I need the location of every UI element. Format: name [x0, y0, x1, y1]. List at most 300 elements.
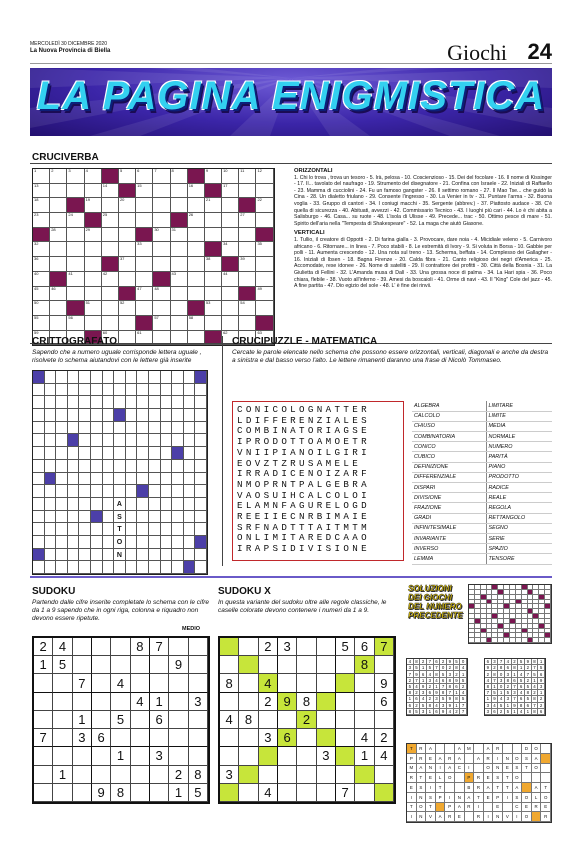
crittografato-cell[interactable] — [45, 561, 57, 574]
crossword-cell[interactable] — [85, 272, 102, 287]
sudoku-cell[interactable]: 3 — [317, 747, 336, 765]
crittografato-cell[interactable] — [184, 498, 196, 511]
crittografato-cell[interactable] — [45, 523, 57, 536]
sudoku-cell[interactable] — [131, 784, 150, 802]
sudoku-cell[interactable] — [297, 747, 316, 765]
sudoku-cell[interactable] — [169, 693, 188, 711]
crossword-cell[interactable] — [205, 316, 222, 331]
crittografato-cell[interactable] — [33, 536, 45, 549]
crittografato-cell[interactable] — [172, 422, 184, 435]
crittografato-cell[interactable] — [195, 498, 207, 511]
sudoku-cell[interactable]: 4 — [259, 784, 278, 802]
crittografato-cell[interactable] — [126, 434, 138, 447]
sudoku-cell[interactable]: 1 — [150, 693, 169, 711]
sudoku-cell[interactable] — [73, 784, 92, 802]
crittografato-cell[interactable] — [172, 536, 184, 549]
crittografato-cell[interactable] — [45, 549, 57, 562]
crittografato-cell[interactable] — [126, 536, 138, 549]
crossword-cell[interactable]: 11 — [239, 169, 256, 184]
crittografato-cell[interactable] — [195, 384, 207, 397]
crossword-cell[interactable] — [256, 272, 273, 287]
crittografato-cell[interactable] — [149, 536, 161, 549]
sudoku-cell[interactable] — [53, 693, 72, 711]
sudoku-cell[interactable]: 5 — [53, 656, 72, 674]
crittografato-cell[interactable] — [56, 473, 68, 486]
crittografato-cell[interactable] — [184, 396, 196, 409]
crittografato-cell[interactable] — [45, 447, 57, 460]
crittografato-cell[interactable] — [103, 422, 115, 435]
sudoku-cell[interactable]: 4 — [259, 674, 278, 692]
crossword-cell[interactable] — [85, 242, 102, 257]
sudoku-cell[interactable] — [131, 711, 150, 729]
sudoku-cell[interactable] — [92, 693, 111, 711]
crossword-cell[interactable] — [256, 213, 273, 228]
sudoku-cell[interactable] — [34, 711, 53, 729]
crittografato-cell[interactable] — [184, 511, 196, 524]
sudoku-cell[interactable] — [189, 711, 208, 729]
crossword-cell[interactable] — [239, 242, 256, 257]
crossword-cell[interactable] — [239, 184, 256, 199]
sudoku-cell[interactable] — [297, 766, 316, 784]
sudoku-cell[interactable] — [259, 656, 278, 674]
crittografato-cell[interactable] — [91, 409, 103, 422]
sudoku-cell[interactable] — [34, 784, 53, 802]
sudoku-cell[interactable] — [150, 766, 169, 784]
crossword-cell[interactable] — [188, 287, 205, 302]
crittografato-cell[interactable] — [103, 511, 115, 524]
crossword-cell[interactable] — [85, 257, 102, 272]
crittografato-cell[interactable] — [137, 549, 149, 562]
crittografato-cell[interactable] — [126, 549, 138, 562]
crossword-cell[interactable]: 63 — [256, 331, 273, 346]
crittografato-cell[interactable] — [33, 485, 45, 498]
sudoku-cell[interactable] — [111, 638, 130, 656]
sudoku-cell[interactable] — [239, 766, 258, 784]
crittografato-grid[interactable] — [32, 370, 208, 575]
crittografato-cell[interactable] — [114, 384, 126, 397]
sudoku-cell[interactable] — [111, 766, 130, 784]
crittografato-cell[interactable] — [114, 536, 126, 549]
crossword-cell[interactable]: 18 — [33, 198, 50, 213]
crittografato-cell[interactable] — [172, 460, 184, 473]
crossword-cell[interactable]: 37 — [119, 257, 136, 272]
crittografato-cell[interactable] — [103, 396, 115, 409]
crittografato-cell[interactable] — [114, 434, 126, 447]
sudoku-cell[interactable] — [336, 729, 355, 747]
crittografato-cell[interactable] — [103, 536, 115, 549]
crittografato-cell[interactable] — [79, 523, 91, 536]
crittografato-cell[interactable] — [114, 447, 126, 460]
crittografato-cell[interactable] — [161, 422, 173, 435]
sudoku-cell[interactable]: 9 — [92, 784, 111, 802]
crittografato-cell[interactable] — [172, 384, 184, 397]
crittografato-cell[interactable] — [137, 511, 149, 524]
sudoku-cell[interactable] — [92, 674, 111, 692]
crossword-cell[interactable] — [50, 257, 67, 272]
sudoku-cell[interactable]: 6 — [92, 729, 111, 747]
crossword-cell[interactable] — [256, 301, 273, 316]
sudoku-cell[interactable]: 5 — [189, 784, 208, 802]
crossword-cell[interactable]: 17 — [222, 184, 239, 199]
sudoku-cell[interactable] — [336, 766, 355, 784]
sudoku-cell[interactable]: 8 — [220, 674, 239, 692]
crittografato-cell[interactable] — [91, 422, 103, 435]
sudoku-cell[interactable]: 2 — [169, 766, 188, 784]
sudoku-cell[interactable] — [317, 784, 336, 802]
crossword-cell[interactable] — [153, 184, 170, 199]
sudoku-cell[interactable]: 3 — [189, 693, 208, 711]
crossword-cell[interactable] — [205, 228, 222, 243]
crossword-cell[interactable] — [136, 198, 153, 213]
word-search-row[interactable]: IPRODOTTOAMOETR — [237, 436, 370, 448]
sudoku-cell[interactable] — [239, 656, 258, 674]
crossword-cell[interactable]: 30 — [153, 228, 170, 243]
crossword-cell[interactable] — [153, 242, 170, 257]
crittografato-cell[interactable] — [79, 422, 91, 435]
sudoku-cell[interactable]: 2 — [34, 638, 53, 656]
crossword-cell[interactable]: 43 — [171, 272, 188, 287]
sudoku-cell[interactable] — [239, 674, 258, 692]
sudoku-cell[interactable]: 1 — [111, 747, 130, 765]
sudoku-cell[interactable] — [92, 638, 111, 656]
crittografato-cell[interactable] — [126, 371, 138, 384]
sudoku-cell[interactable] — [53, 729, 72, 747]
crittografato-cell[interactable] — [103, 473, 115, 486]
crittografato-cell[interactable] — [103, 371, 115, 384]
crittografato-cell[interactable] — [184, 473, 196, 486]
crittografato-cell[interactable] — [149, 447, 161, 460]
sudoku-cell[interactable] — [336, 693, 355, 711]
crittografato-cell[interactable] — [45, 371, 57, 384]
crossword-cell[interactable]: 38 — [205, 257, 222, 272]
crittografato-cell[interactable] — [68, 536, 80, 549]
crittografato-cell[interactable] — [56, 498, 68, 511]
sudoku-cell[interactable] — [239, 747, 258, 765]
crittografato-cell[interactable] — [149, 434, 161, 447]
sudoku-cell[interactable] — [317, 693, 336, 711]
crossword-cell[interactable]: 1 — [33, 169, 50, 184]
sudoku-cell[interactable]: 6 — [150, 711, 169, 729]
crossword-cell[interactable]: 13 — [33, 184, 50, 199]
crossword-cell[interactable]: 39 — [239, 257, 256, 272]
crossword-cell[interactable]: 5 — [119, 169, 136, 184]
sudoku-cell[interactable] — [355, 674, 374, 692]
crossword-cell[interactable]: 26 — [188, 213, 205, 228]
crittografato-cell[interactable] — [79, 447, 91, 460]
crittografato-cell[interactable] — [45, 460, 57, 473]
crittografato-cell[interactable] — [114, 511, 126, 524]
sudoku-cell[interactable]: 6 — [355, 638, 374, 656]
sudoku-cell[interactable] — [131, 674, 150, 692]
crittografato-cell[interactable] — [195, 549, 207, 562]
sudoku-cell[interactable]: 2 — [375, 729, 394, 747]
sudoku-cell[interactable] — [220, 693, 239, 711]
crittografato-cell[interactable] — [161, 460, 173, 473]
crittografato-cell[interactable] — [149, 460, 161, 473]
crittografato-cell[interactable] — [172, 498, 184, 511]
crittografato-cell[interactable] — [161, 549, 173, 562]
crittografato-cell[interactable] — [137, 409, 149, 422]
crittografato-cell[interactable] — [195, 523, 207, 536]
crittografato-cell[interactable] — [149, 396, 161, 409]
sudoku-cell[interactable] — [189, 747, 208, 765]
crossword-cell[interactable] — [119, 213, 136, 228]
crittografato-cell[interactable] — [137, 396, 149, 409]
crittografato-cell[interactable] — [56, 371, 68, 384]
crittografato-cell[interactable] — [91, 549, 103, 562]
crittografato-cell[interactable] — [149, 422, 161, 435]
sudoku-cell[interactable] — [169, 747, 188, 765]
crittografato-cell[interactable] — [91, 485, 103, 498]
sudoku-cell[interactable]: 9 — [169, 656, 188, 674]
crittografato-cell[interactable] — [126, 447, 138, 460]
sudoku-cell[interactable] — [259, 766, 278, 784]
crossword-cell[interactable]: 32 — [33, 242, 50, 257]
crossword-cell[interactable]: 9 — [205, 169, 222, 184]
sudoku-cell[interactable] — [297, 729, 316, 747]
sudoku-cell[interactable]: 4 — [375, 747, 394, 765]
sudoku-cell[interactable] — [336, 674, 355, 692]
crossword-cell[interactable]: 60 — [102, 331, 119, 346]
crossword-cell[interactable] — [136, 213, 153, 228]
sudoku-cell[interactable] — [297, 784, 316, 802]
crittografato-cell[interactable] — [56, 384, 68, 397]
sudoku-cell[interactable]: 3 — [150, 747, 169, 765]
sudoku-cell[interactable] — [111, 656, 130, 674]
crittografato-cell[interactable] — [68, 371, 80, 384]
crittografato-cell[interactable] — [79, 434, 91, 447]
crittografato-cell[interactable] — [161, 409, 173, 422]
crittografato-cell[interactable] — [68, 447, 80, 460]
crittografato-cell[interactable] — [184, 384, 196, 397]
crittografato-cell[interactable] — [45, 434, 57, 447]
sudoku-cell[interactable]: 1 — [169, 784, 188, 802]
crittografato-cell[interactable] — [33, 511, 45, 524]
word-search-row[interactable]: SRFNADTTTAITMTM — [237, 521, 370, 533]
sudoku-cell[interactable] — [259, 711, 278, 729]
sudoku-cell[interactable]: 7 — [336, 784, 355, 802]
crittografato-cell[interactable] — [33, 460, 45, 473]
sudoku-cell[interactable] — [131, 729, 150, 747]
sudoku-cell[interactable]: 3 — [220, 766, 239, 784]
crittografato-cell[interactable] — [126, 384, 138, 397]
crittografato-cell[interactable] — [56, 536, 68, 549]
crossword-cell[interactable]: 57 — [153, 316, 170, 331]
crittografato-cell[interactable] — [172, 561, 184, 574]
crittografato-cell[interactable] — [149, 549, 161, 562]
sudoku-cell[interactable] — [73, 656, 92, 674]
word-search-row[interactable]: VAOSUIHCALCOLOI — [237, 489, 370, 501]
crittografato-cell[interactable] — [126, 561, 138, 574]
crittografato-cell[interactable] — [161, 561, 173, 574]
sudoku-cell[interactable] — [375, 711, 394, 729]
crossword-cell[interactable] — [153, 213, 170, 228]
crittografato-cell[interactable] — [103, 447, 115, 460]
crossword-cell[interactable]: 14 — [102, 184, 119, 199]
crossword-cell[interactable] — [153, 257, 170, 272]
crittografato-cell[interactable] — [91, 473, 103, 486]
crittografato-cell[interactable] — [184, 447, 196, 460]
crossword-cell[interactable] — [188, 198, 205, 213]
sudoku-cell[interactable] — [220, 784, 239, 802]
crittografato-cell[interactable] — [172, 409, 184, 422]
sudoku-cell[interactable] — [189, 656, 208, 674]
crittografato-cell[interactable] — [172, 485, 184, 498]
sudoku-cell[interactable] — [169, 638, 188, 656]
crittografato-cell[interactable] — [137, 371, 149, 384]
crittografato-cell[interactable] — [56, 485, 68, 498]
sudoku-cell[interactable] — [150, 656, 169, 674]
crossword-cell[interactable] — [256, 184, 273, 199]
crittografato-cell[interactable] — [172, 523, 184, 536]
crossword-cell[interactable] — [188, 228, 205, 243]
crittografato-cell[interactable] — [33, 409, 45, 422]
crossword-cell[interactable] — [119, 242, 136, 257]
crittografato-cell[interactable] — [137, 434, 149, 447]
word-search-row[interactable]: IRAPSIDIVISIONE — [237, 543, 370, 555]
crossword-cell[interactable] — [136, 257, 153, 272]
crittografato-cell[interactable] — [126, 422, 138, 435]
sudoku-cell[interactable] — [92, 711, 111, 729]
crittografato-cell[interactable] — [79, 473, 91, 486]
crittografato-cell[interactable] — [184, 371, 196, 384]
sudoku-cell[interactable]: 7 — [34, 729, 53, 747]
crittografato-cell[interactable] — [45, 511, 57, 524]
crossword-cell[interactable]: 61 — [136, 331, 153, 346]
sudoku-grid[interactable] — [32, 636, 210, 804]
crossword-cell[interactable]: 24 — [67, 213, 84, 228]
crossword-cell[interactable]: 35 — [256, 242, 273, 257]
crossword-cell[interactable]: 45 — [33, 287, 50, 302]
sudoku-cell[interactable] — [317, 711, 336, 729]
crittografato-cell[interactable] — [68, 561, 80, 574]
sudoku-cell[interactable] — [317, 766, 336, 784]
crittografato-cell[interactable] — [195, 473, 207, 486]
crittografato-cell[interactable] — [114, 460, 126, 473]
crossword-cell[interactable] — [67, 287, 84, 302]
sudoku-cell[interactable] — [355, 766, 374, 784]
crittografato-cell[interactable] — [45, 498, 57, 511]
sudoku-cell[interactable]: 1 — [355, 747, 374, 765]
sudoku-cell[interactable] — [92, 766, 111, 784]
crittografato-cell[interactable] — [195, 434, 207, 447]
crittografato-cell[interactable] — [149, 511, 161, 524]
crossword-cell[interactable] — [50, 213, 67, 228]
crossword-cell[interactable]: 4 — [85, 169, 102, 184]
crossword-cell[interactable] — [205, 287, 222, 302]
crittografato-cell[interactable] — [114, 396, 126, 409]
sudoku-cell[interactable]: 7 — [150, 638, 169, 656]
sudoku-cell[interactable] — [189, 638, 208, 656]
crossword-cell[interactable]: 6 — [136, 169, 153, 184]
crossword-cell[interactable] — [188, 242, 205, 257]
crossword-cell[interactable]: 7 — [153, 169, 170, 184]
crossword-cell[interactable]: 23 — [33, 213, 50, 228]
crossword-cell[interactable] — [153, 301, 170, 316]
sudoku-cell[interactable] — [220, 638, 239, 656]
crittografato-cell[interactable] — [45, 422, 57, 435]
crittografato-cell[interactable] — [68, 396, 80, 409]
crossword-cell[interactable] — [119, 316, 136, 331]
crittografato-cell[interactable] — [126, 511, 138, 524]
sudoku-cell[interactable]: 8 — [111, 784, 130, 802]
crittografato-cell[interactable] — [161, 473, 173, 486]
crossword-cell[interactable] — [102, 228, 119, 243]
crossword-cell[interactable]: 56 — [67, 316, 84, 331]
crittografato-cell[interactable] — [79, 511, 91, 524]
crossword-cell[interactable] — [67, 257, 84, 272]
crittografato-cell[interactable] — [79, 409, 91, 422]
crossword-cell[interactable] — [171, 316, 188, 331]
crittografato-cell[interactable] — [79, 485, 91, 498]
sudoku-cell[interactable] — [239, 784, 258, 802]
sudoku-cell[interactable]: 8 — [297, 693, 316, 711]
sudoku-cell[interactable] — [131, 747, 150, 765]
crittografato-cell[interactable] — [56, 523, 68, 536]
sudoku-cell[interactable]: 1 — [34, 656, 53, 674]
crittografato-cell[interactable] — [68, 549, 80, 562]
crittografato-cell[interactable] — [56, 447, 68, 460]
crittografato-cell[interactable] — [195, 485, 207, 498]
crossword-cell[interactable]: 62 — [222, 331, 239, 346]
sudoku-cell[interactable] — [355, 784, 374, 802]
crossword-cell[interactable]: 47 — [136, 287, 153, 302]
crossword-cell[interactable] — [67, 242, 84, 257]
crittografato-cell[interactable] — [137, 561, 149, 574]
crittografato-cell[interactable] — [79, 498, 91, 511]
sudoku-cell[interactable] — [34, 766, 53, 784]
crossword-cell[interactable]: 53 — [205, 301, 222, 316]
sudoku-cell[interactable] — [259, 747, 278, 765]
sudoku-cell[interactable] — [189, 674, 208, 692]
crittografato-cell[interactable] — [68, 498, 80, 511]
crittografato-cell[interactable] — [68, 473, 80, 486]
word-search-row[interactable]: EOVZTZRUSAMELE — [237, 457, 362, 469]
word-search-row[interactable]: LDIFFERENZIALES — [237, 414, 370, 426]
crossword-cell[interactable] — [50, 242, 67, 257]
crittografato-cell[interactable] — [103, 498, 115, 511]
crittografato-cell[interactable] — [161, 384, 173, 397]
crittografato-cell[interactable] — [79, 549, 91, 562]
crittografato-cell[interactable] — [33, 523, 45, 536]
crittografato-cell[interactable] — [172, 473, 184, 486]
crittografato-cell[interactable] — [79, 536, 91, 549]
crossword-cell[interactable]: 22 — [256, 198, 273, 213]
crittografato-cell[interactable] — [33, 396, 45, 409]
crittografato-cell[interactable] — [149, 409, 161, 422]
crossword-cell[interactable] — [119, 228, 136, 243]
crossword-cell[interactable]: 46 — [50, 287, 67, 302]
crossword-cell[interactable] — [102, 301, 119, 316]
sudoku-cell[interactable] — [131, 766, 150, 784]
crossword-cell[interactable] — [102, 198, 119, 213]
crittografato-cell[interactable] — [184, 485, 196, 498]
crossword-cell[interactable] — [50, 184, 67, 199]
crittografato-cell[interactable] — [161, 511, 173, 524]
crittografato-cell[interactable] — [184, 409, 196, 422]
crittografato-cell[interactable] — [68, 422, 80, 435]
sudoku-cell[interactable] — [317, 674, 336, 692]
crittografato-cell[interactable] — [126, 523, 138, 536]
word-search-row[interactable]: COMBINATORIAGSE — [237, 425, 370, 437]
crittografato-cell[interactable] — [68, 523, 80, 536]
crossword-cell[interactable]: 27 — [239, 213, 256, 228]
crittografato-cell[interactable] — [184, 434, 196, 447]
sudoku-cell[interactable] — [297, 656, 316, 674]
sudoku-cell[interactable]: 9 — [278, 693, 297, 711]
crittografato-cell[interactable] — [56, 434, 68, 447]
crittografato-cell[interactable] — [56, 460, 68, 473]
